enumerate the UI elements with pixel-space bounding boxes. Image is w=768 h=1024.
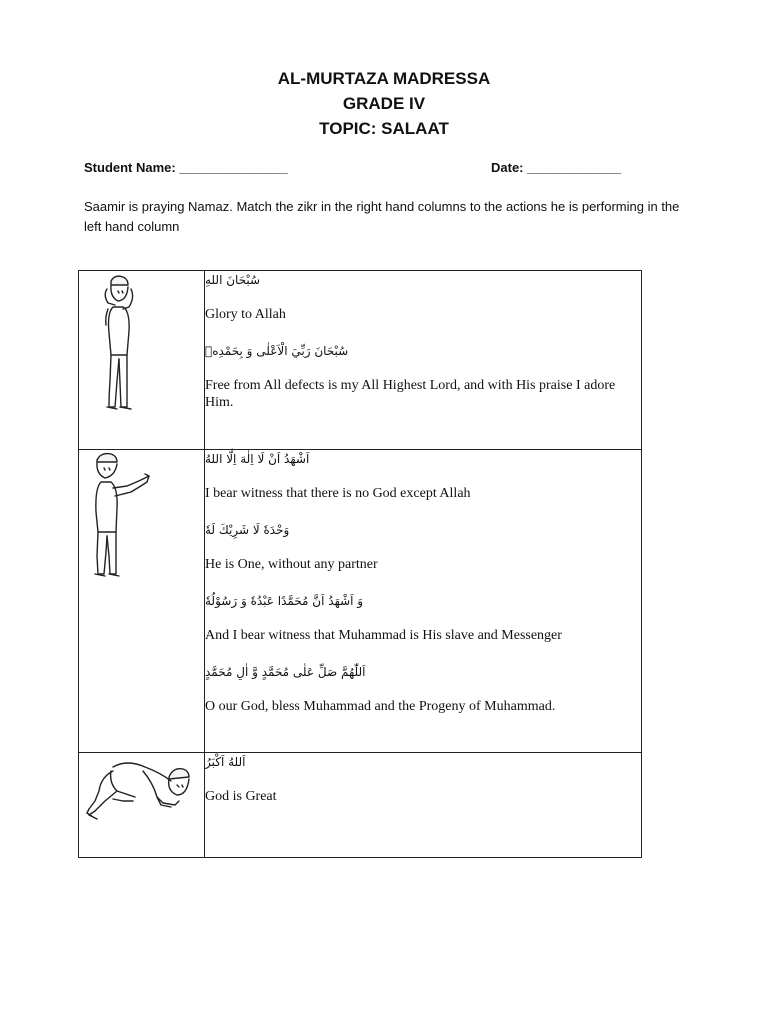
- english-translation: God is Great: [205, 789, 277, 804]
- school-title: AL-MURTAZA MADRESSA: [277, 69, 491, 88]
- arabic-zikr: وَ اَشْهَدُ اَنَّ مُحَمَّدًا عَبْدُهٗ وَ رَسُوْلُهٗ: [205, 594, 364, 608]
- zikr-cell: [205, 450, 642, 753]
- english-translation: O our God, bless Muhammad and the Progeny of Muhammad.: [205, 699, 556, 714]
- student-name-field[interactable]: Student Name: _______________: [84, 160, 288, 175]
- figure-cell: [79, 753, 205, 858]
- boy-qunoot-figure: [93, 273, 143, 413]
- arabic-zikr: سُبْحَانَ اللهِ: [205, 273, 261, 287]
- boy-sajdah-figure: [83, 757, 195, 827]
- figure-cell: [79, 450, 205, 753]
- date-field[interactable]: Date: _____________: [491, 160, 622, 175]
- table-row: [79, 450, 642, 753]
- topic-heading: TOPIC: SALAAT: [319, 119, 449, 138]
- worksheet-header: [0, 66, 768, 141]
- figure-cell: [79, 271, 205, 450]
- table-row: [79, 271, 642, 450]
- arabic-zikr: اَللهُ اَكْبَرُ: [205, 755, 246, 769]
- matching-table: [78, 270, 642, 858]
- english-translation: I bear witness that there is no God except Allah: [205, 486, 471, 501]
- zikr-cell: [205, 753, 642, 858]
- zikr-cell: [205, 271, 642, 450]
- arabic-zikr: وَحْدَهٗ لَا شَرِيْكَ لَهٗ: [205, 523, 290, 537]
- boy-prostrating-icon: [83, 757, 195, 827]
- english-translation: Free from All defects is my All Highest Lord, and with His praise I adore Him.: [205, 378, 616, 410]
- boy-hands-raised-icon: [87, 452, 153, 582]
- instructions-text: Saamir is praying Namaz. Match the zikr in the right hand columns to the actions he is performing in the left hand column: [84, 199, 680, 234]
- english-translation: He is One, without any partner: [205, 557, 378, 572]
- grade-heading: GRADE IV: [342, 94, 426, 113]
- english-translation: Glory to Allah: [205, 307, 286, 322]
- arabic-zikr: اَللّٰهُمَّ صَلِّ عَلٰی مُحَمَّدٍ وَّ اٰلِ مُحَمَّدٍ: [205, 665, 366, 679]
- boy-hands-to-ears-icon: [93, 273, 143, 413]
- arabic-zikr: سُبْحَانَ رَبِّيَ الْاَعْلٰی وَ بِحَمْدِهٖ: [205, 344, 349, 358]
- arabic-zikr: اَشْهَدُ اَنْ لَا اِلٰهَ اِلَّا اللهُ: [205, 452, 310, 466]
- english-translation: And I bear witness that Muhammad is His slave and Messenger: [205, 628, 562, 643]
- boy-standing-figure: [87, 452, 153, 582]
- table-row: [79, 753, 642, 858]
